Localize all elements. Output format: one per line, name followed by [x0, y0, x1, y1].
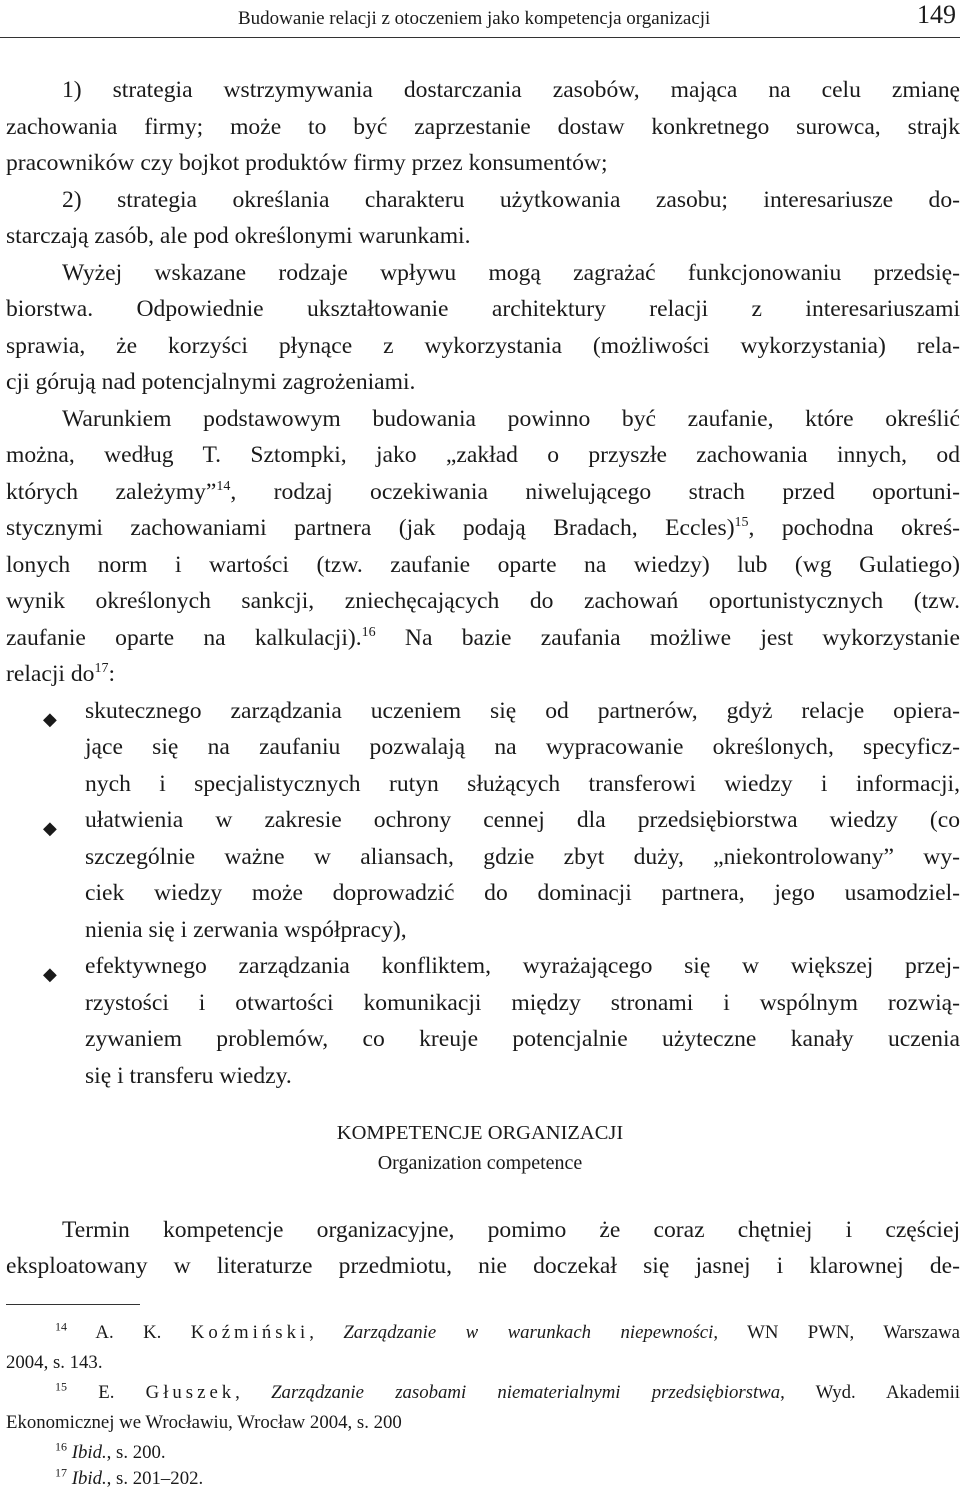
text-span: E.	[67, 1382, 146, 1403]
text-span: , pochodna okreś-	[748, 515, 960, 541]
diamond-bullet-icon: ◆	[43, 818, 57, 838]
body-line: starczają zasób, ale pod określonymi warunkami.	[6, 223, 471, 249]
text-span: , s. 200.	[106, 1442, 166, 1463]
body-line: sprawia, że korzyści płynące z wykorzystania (możliwości wykorzystania) rela-	[6, 333, 960, 359]
body-line: eksploatowany w literaturze przedmiotu, nie doczekał się jasnej i klarownej de-	[6, 1253, 960, 1279]
text-span: Na bazie zaufania możliwe jest wykorzystanie	[375, 625, 960, 651]
footnote-15-cont: Ekonomicznej we Wrocławiu, Wrocław 2004, s. 200	[6, 1412, 402, 1433]
list-item-continuation	[6, 1058, 960, 1095]
text-span: ,	[309, 1322, 344, 1343]
footnote-rule	[6, 1304, 140, 1305]
list-item-text: rzystości i otwartości komunikacji między stronami i wspólnym rozwią-	[85, 990, 960, 1016]
list-item-continuation	[6, 839, 960, 876]
text-span: , WN PWN, Warszawa	[713, 1322, 960, 1343]
list-item	[6, 802, 960, 839]
section-subtitle: Organization competence	[377, 1152, 583, 1174]
list-item-continuation	[6, 729, 960, 766]
list-item-text: nienia się i zerwania współpracy),	[85, 917, 407, 943]
list-item-text: efektywnego zarządzania konfliktem, wyrażającego się w większej przej-	[85, 953, 960, 979]
footnote-title: Zarządzanie zasobami niematerialnymi przedsiębiorstwa	[271, 1382, 781, 1403]
text-span: , Wyd. Akademii	[780, 1382, 960, 1403]
section-title: KOMPETENCJE ORGANIZACJI	[336, 1122, 624, 1144]
text-span: A. K.	[67, 1322, 191, 1343]
footnote-ref-14[interactable]: 14	[216, 479, 231, 495]
list-item-continuation	[6, 912, 960, 949]
text-span: , s. 201–202.	[106, 1468, 204, 1489]
running-header	[0, 0, 960, 40]
footnote-14-cont: 2004, s. 143.	[6, 1352, 103, 1373]
body-line: lonych norm i wartości (tzw. zaufanie oparte na wiedzy) lub (wg Gulatiego)	[6, 552, 960, 578]
list-item-text: zywaniem problemów, co kreuje potencjalnie użyteczne kanały uczenia	[85, 1026, 960, 1052]
list-item	[6, 693, 960, 730]
text-span: , rodzaj oczekiwania niwelującego strach przed oportuni-	[230, 479, 960, 505]
body-line: biorstwa. Odpowiednie ukształtowanie architektury relacji z interesariuszami	[6, 296, 960, 322]
body-line	[6, 620, 960, 657]
body-line	[6, 510, 960, 547]
body-line: można, według T. Sztompki, jako „zakład o przyszłe zachowania innych, od	[6, 442, 960, 468]
list-item-text: skutecznego zarządzania uczeniem się od partnerów, gdyż relacje opiera-	[85, 698, 960, 724]
footnote-ref-15[interactable]: 15	[734, 515, 749, 531]
footnote-number: 14	[55, 1319, 67, 1334]
footnote-ibid: Ibid.	[71, 1468, 107, 1489]
footnote-number: 15	[55, 1379, 67, 1394]
header-rule	[0, 37, 960, 38]
text-span: stycznymi zachowaniami partnera (jak podają Bradach, Eccles)	[6, 515, 735, 541]
list-item	[6, 948, 960, 985]
list-item-text: ciek wiedzy może doprowadzić do dominacji partnera, jego usamodziel-	[85, 880, 960, 906]
list-item-text: się i transferu wiedzy.	[85, 1063, 292, 1089]
footnote-ibid: Ibid.	[71, 1442, 107, 1463]
footnote-author: Głuszek	[145, 1382, 236, 1403]
list-item-continuation	[6, 985, 960, 1022]
body-line: 2) strategia określania charakteru użytkowania zasobu; interesariusze do-	[62, 187, 960, 213]
running-title: Budowanie relacji z otoczeniem jako kompetencja organizacji	[238, 8, 711, 29]
body-line: cji górują nad potencjalnymi zagrożeniami.	[6, 369, 416, 395]
body-line: zachowania firmy; może to być zaprzestanie dostaw konkretnego surowca, strajk	[6, 114, 960, 140]
footnote-number: 16	[55, 1439, 67, 1454]
body-line: Wyżej wskazane rodzaje wpływu mogą zagrażać funkcjonowaniu przedsię-	[62, 260, 960, 286]
body-line	[6, 656, 115, 693]
diamond-bullet-icon: ◆	[43, 709, 57, 729]
footnote-author: Koźmiński	[190, 1322, 310, 1343]
footnote-ref-16[interactable]: 16	[361, 625, 376, 641]
list-item-text: jące się na zaufaniu pozwalają na wypracowanie określonych, specyficz-	[85, 734, 960, 760]
footnote-17	[6, 1464, 960, 1494]
text-span: ,	[235, 1382, 272, 1403]
body-line: pracowników czy bojkot produktów firmy przez konsumentów;	[6, 150, 608, 176]
footnote-ref-17[interactable]: 17	[94, 661, 109, 677]
list-item-text: szczególnie ważne w aliansach, gdzie zbyt duży, „niekontrolowany” wy-	[85, 844, 960, 870]
list-item-continuation	[6, 1021, 960, 1058]
page-number: 149	[917, 0, 956, 29]
footnote-14	[6, 1318, 960, 1348]
text-span: relacji do	[6, 661, 95, 687]
footnote-number: 17	[55, 1465, 67, 1480]
body-line	[6, 474, 960, 511]
body-line: Termin kompetencje organizacyjne, pomimo że coraz chętniej i częściej	[62, 1217, 960, 1243]
footnote-15	[6, 1378, 960, 1408]
body-line: 1) strategia wstrzymywania dostarczania zasobów, mająca na celu zmianę	[62, 77, 960, 103]
text-span: których zależymy”	[6, 479, 217, 505]
diamond-bullet-icon: ◆	[43, 964, 57, 984]
list-item-continuation	[6, 766, 960, 803]
list-item-continuation	[6, 875, 960, 912]
footnote-title: Zarządzanie w warunkach niepewności	[343, 1322, 714, 1343]
list-item-text: nych i specjalistycznych rutyn służących transferowi wiedzy i informacji,	[85, 771, 960, 797]
body-line: Warunkiem podstawowym budowania powinno być zaufanie, które określić	[62, 406, 960, 432]
body-line: wynik określonych sankcji, zniechęcających do zachowań oportunistycznych (tzw.	[6, 588, 960, 614]
list-item-text: ułatwienia w zakresie ochrony cennej dla przedsiębiorstwa wiedzy (co	[85, 807, 960, 833]
text-span: :	[108, 661, 115, 687]
text-span: zaufanie oparte na kalkulacji).	[6, 625, 362, 651]
